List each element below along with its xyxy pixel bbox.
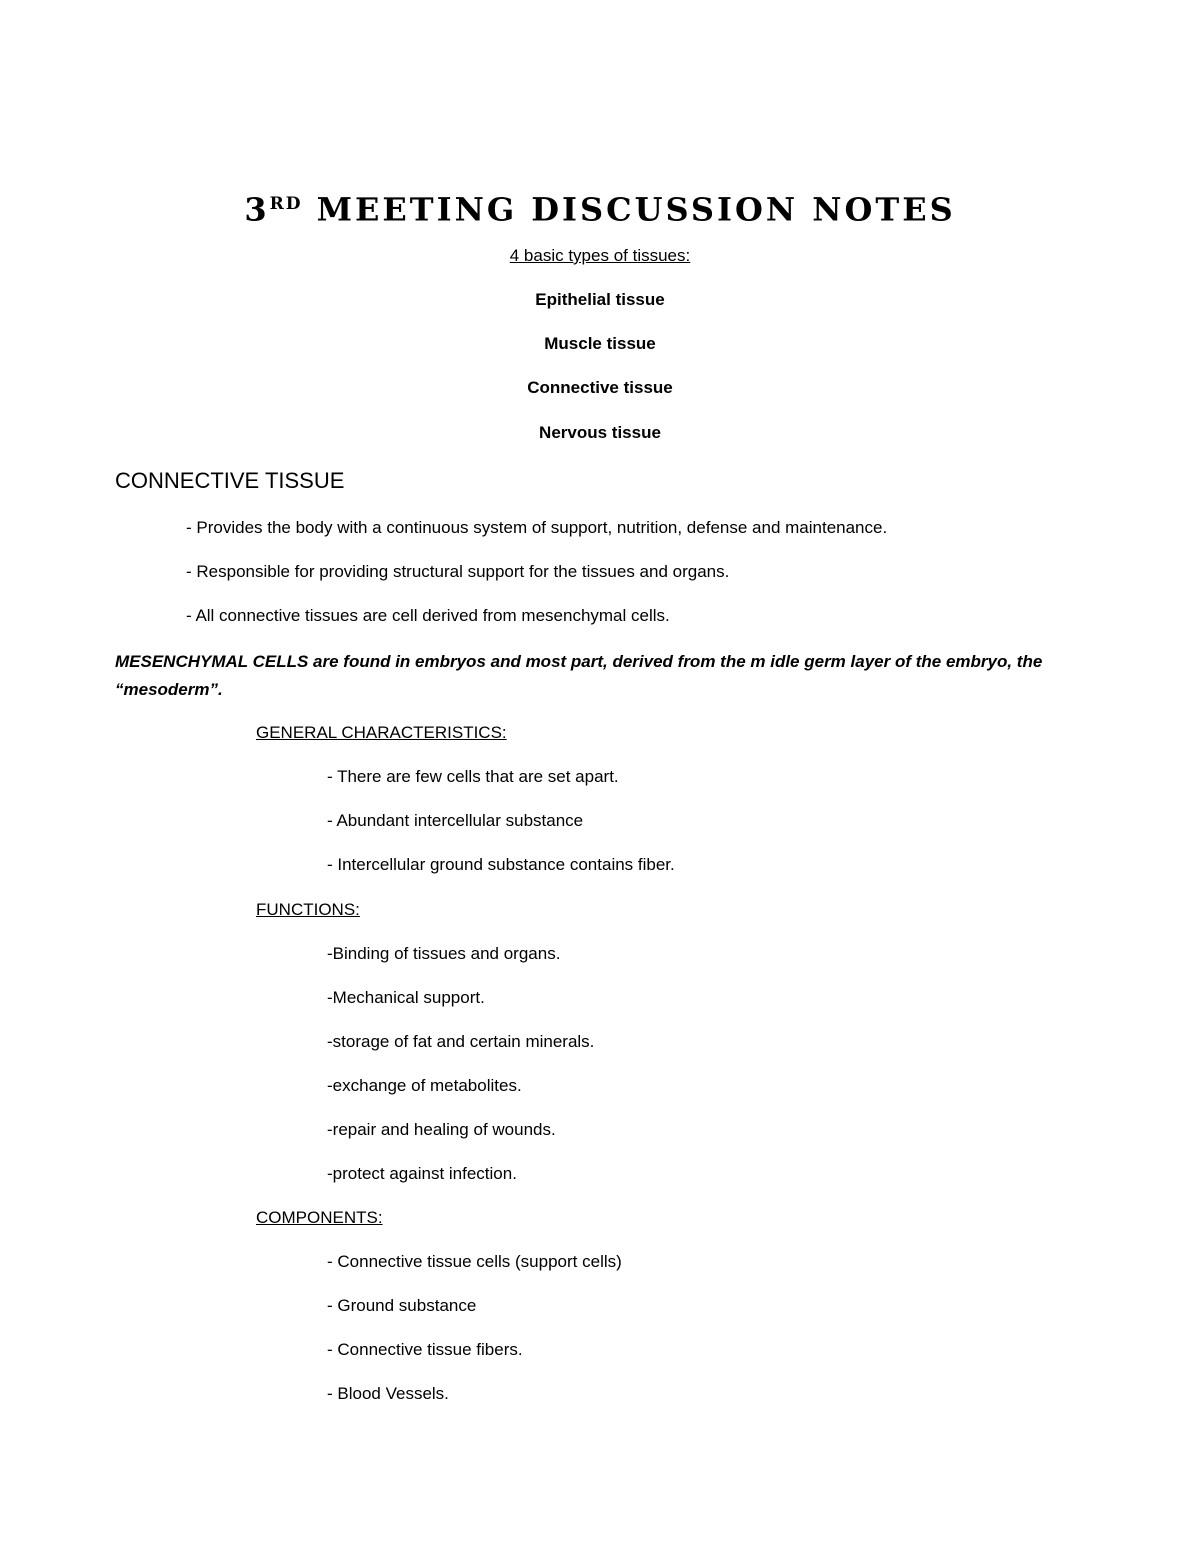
component-item: - Blood Vessels. xyxy=(327,1384,449,1403)
title-superscript: RD xyxy=(269,194,303,214)
tissue-type-item: Connective tissue xyxy=(527,378,673,397)
title-prefix: 3 xyxy=(244,190,270,229)
tissue-type-item: Muscle tissue xyxy=(544,334,656,353)
page-title xyxy=(0,180,1200,234)
component-item: - Connective tissue fibers. xyxy=(327,1340,523,1359)
components-heading: COMPONENTS: xyxy=(256,1208,383,1227)
tissue-type-item: Nervous tissue xyxy=(539,423,661,442)
tissue-type-item: Epithelial tissue xyxy=(535,290,665,309)
characteristic-item: - Abundant intercellular substance xyxy=(327,811,584,830)
function-item: -protect against infection. xyxy=(327,1164,517,1183)
functions-heading: FUNCTIONS: xyxy=(256,900,360,919)
function-item: -repair and healing of wounds. xyxy=(327,1120,556,1139)
connective-tissue-point: - All connective tissues are cell derived from mesenchymal cells. xyxy=(186,606,670,625)
function-item: -storage of fat and certain minerals. xyxy=(327,1032,595,1051)
function-item: -Binding of tissues and organs. xyxy=(327,944,561,963)
component-item: - Connective tissue cells (support cells) xyxy=(327,1252,622,1271)
general-characteristics-heading: GENERAL CHARACTERISTICS: xyxy=(256,723,507,742)
characteristic-item: - There are few cells that are set apart. xyxy=(327,767,619,786)
function-item: -exchange of metabolites. xyxy=(327,1076,522,1095)
component-item: - Ground substance xyxy=(327,1296,477,1315)
connective-tissue-point: - Responsible for providing structural support for the tissues and organs. xyxy=(186,562,730,581)
characteristic-item: - Intercellular ground substance contains fiber. xyxy=(327,855,675,874)
tissue-types-heading: 4 basic types of tissues: xyxy=(509,246,691,265)
title-text: MEETING DISCUSSION NOTES xyxy=(316,190,956,229)
function-item: -Mechanical support. xyxy=(327,988,485,1007)
section-heading-connective-tissue: CONNECTIVE TISSUE xyxy=(115,468,345,493)
connective-tissue-point: - Provides the body with a continuous system of support, nutrition, defense and maintenance. xyxy=(186,518,888,537)
mesenchymal-note: MESENCHYMAL CELLS are found in embryos and most part, derived from the m idle germ layer of the embryo, the “mesoderm”. xyxy=(115,652,1043,699)
